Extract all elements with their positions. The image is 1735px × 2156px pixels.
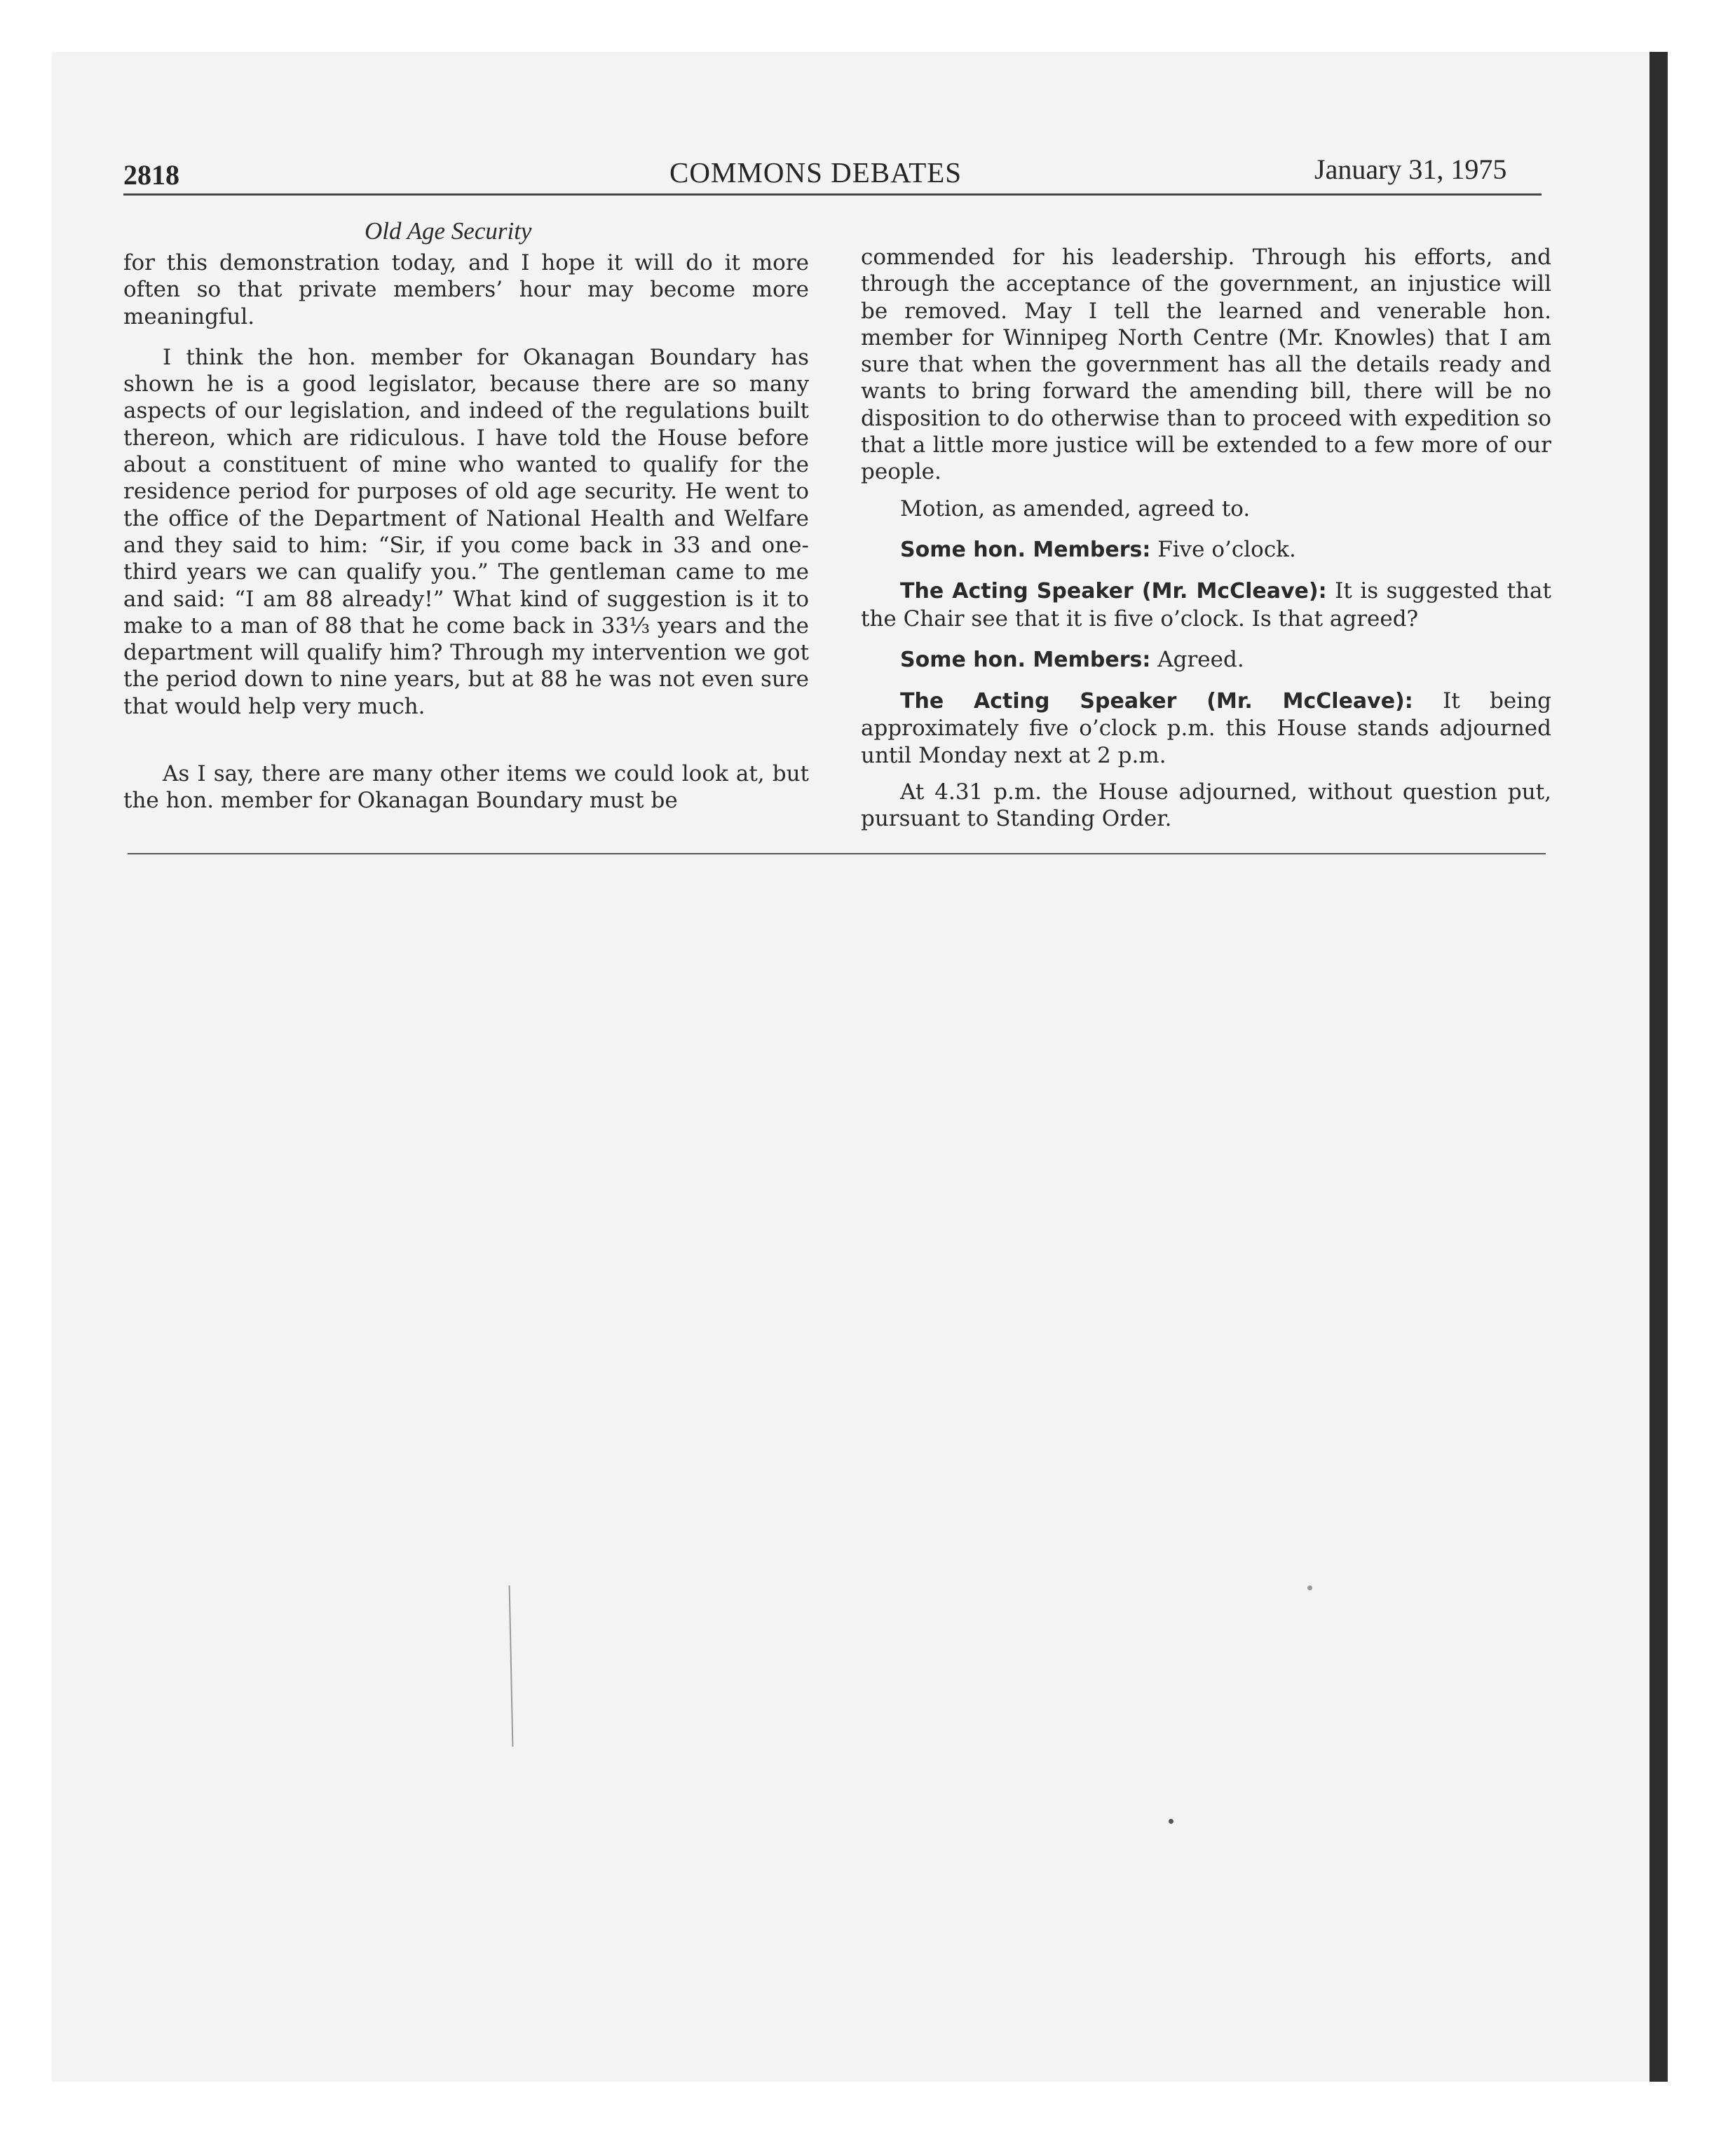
end-rule	[128, 853, 1546, 854]
paragraph: At 4.31 p.m. the House adjourned, without question put, pursuant to Standing Order.	[861, 779, 1551, 832]
scan-speck	[1169, 1819, 1173, 1824]
right-column	[861, 244, 1551, 833]
paragraph: As I say, there are many other items we could look at, but the hon. member for Okanagan Boundary must be	[123, 761, 809, 814]
scan-edge-shadow	[1649, 52, 1668, 2082]
speech-text: Agreed.	[1150, 646, 1244, 672]
running-title: COMMONS DEBATES	[669, 156, 962, 189]
speaker-label: The Acting Speaker (Mr. McCleave):	[900, 579, 1327, 604]
left-column	[123, 250, 809, 814]
speech-text: Five o’clock.	[1150, 536, 1296, 562]
paragraph: commended for his leadership. Through his efforts, and through the acceptance of the government, an injustice will be removed. May I tell the learned and venerable hon. member for Winnipeg North Centre (Mr. Knowles) that I am sure that when the government has all the details ready and wants to bring forward the amending bill, there will be no disposition to do otherwise than to proceed with expedition so that a little more justice will be extended to a few more of our people.	[861, 245, 1551, 485]
paragraph: Motion, as amended, agreed to.	[900, 496, 1251, 521]
speaker-label: Some hon. Members:	[900, 537, 1151, 562]
paragraph: for this demonstration today, and I hope it will do it more often so that private members’ hour may become more meaningful.	[123, 250, 809, 329]
page-number: 2818	[123, 159, 179, 191]
paragraph	[861, 646, 1551, 674]
paragraph	[861, 578, 1551, 632]
page-date: January 31, 1975	[1314, 153, 1507, 185]
speaker-label: Some hon. Members:	[900, 647, 1151, 672]
header-rule	[123, 193, 1542, 196]
speech-text: It being approximately five o’clock p.m. this House stands adjourned until Monday next at 2 p.m.	[861, 688, 1552, 768]
paragraph	[861, 688, 1551, 769]
paragraph	[861, 536, 1551, 564]
speech-text: It is suggested that the Chair see that it is five o’clock. Is that agreed?	[861, 578, 1551, 632]
paragraph: I think the hon. member for Okanagan Boundary has shown he is a good legislator, because there are so many aspects of our legislation, and indeed of the regulations built thereon, which are ridiculous. I have told the House before about a constituent of mine who wanted to qualify for the residence period for purposes of old age security. He went to the office of the Department of National Health and Welfare and they said to him: “Sir, if you come back in 33 and one-third years we can qualify you.” The gentleman came to me and said: “I am 88 already!” What kind of suggestion is it to make to a man of 88 that he come back in 33⅓ years and the department will qualify him? Through my intervention we got the period down to nine years, but at 88 he was not even sure that would help very much.	[123, 344, 809, 719]
section-heading: Old Age Security	[365, 217, 532, 245]
scan-speck	[1307, 1585, 1312, 1590]
speaker-label: The Acting Speaker (Mr. McCleave):	[900, 689, 1413, 714]
